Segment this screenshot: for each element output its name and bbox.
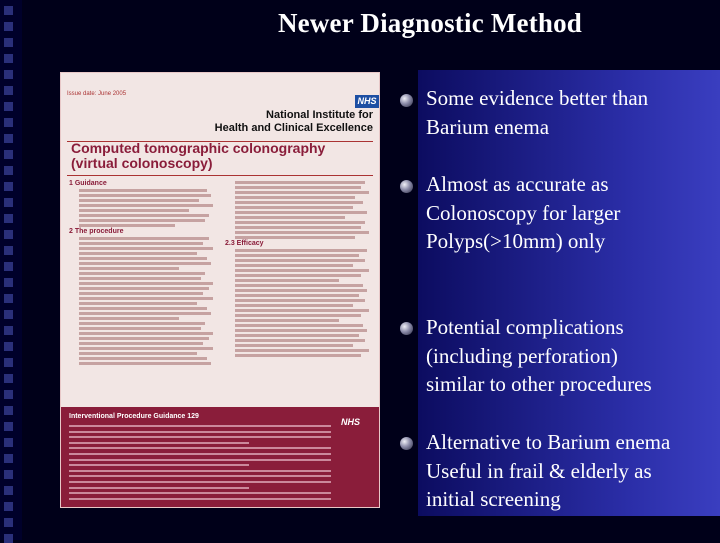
strip-square: [4, 486, 13, 495]
bullet-item-1: [426, 84, 720, 141]
footer-text-line: [69, 475, 331, 477]
document-text-line: [235, 309, 369, 312]
document-text-line: [235, 304, 353, 307]
strip-square: [4, 86, 13, 95]
document-issue-date: Issue date: June 2005: [67, 91, 127, 97]
document-text-line: [235, 236, 355, 239]
document-left-column: [69, 179, 219, 411]
section-heading-efficacy: 2.3 Efficacy: [225, 240, 264, 247]
document-text-line: [79, 189, 207, 192]
document-text-line: [235, 339, 365, 342]
strip-square: [4, 406, 13, 415]
nice-guidance-document-image: [60, 72, 380, 508]
document-text-line: [235, 226, 361, 229]
bullet-sphere-icon: [400, 180, 413, 193]
strip-square: [4, 342, 13, 351]
document-text-line: [79, 327, 201, 330]
document-text-line: [79, 242, 203, 245]
document-text-line: [79, 292, 203, 295]
document-text-line: [79, 312, 211, 315]
document-right-column: [225, 179, 371, 411]
strip-square: [4, 518, 13, 527]
bullet-sphere-icon: [400, 94, 413, 107]
strip-square: [4, 246, 13, 255]
footer-text-line: [69, 436, 331, 438]
footer-title: Interventional Procedure Guidance 129: [69, 413, 199, 420]
document-text-line: [235, 254, 359, 257]
bullet-line: Useful in frail & elderly as: [426, 458, 652, 483]
bullet-line: initial screening: [426, 487, 561, 511]
document-title-line-2: (virtual colonoscopy): [71, 155, 213, 171]
document-text-line: [79, 322, 205, 325]
document-text-line: [235, 249, 367, 252]
document-text-line: [79, 362, 211, 365]
strip-square: [4, 358, 13, 367]
document-text-line: [235, 186, 361, 189]
document-text-line: [79, 277, 201, 280]
footer-text-line: [69, 498, 331, 500]
bullet-item-4: [426, 428, 720, 514]
strip-square: [4, 38, 13, 47]
bullet-sphere-icon: [400, 437, 413, 450]
section-heading-procedure: 2 The procedure: [69, 228, 124, 235]
footer-text-line: [69, 447, 331, 449]
strip-square: [4, 278, 13, 287]
bullet-line: Potential complications: [426, 315, 624, 339]
document-text-line: [235, 274, 361, 277]
nhs-logo: NHS: [355, 95, 379, 108]
strip-square: [4, 262, 13, 271]
slide-title: Newer Diagnostic Method: [277, 8, 583, 38]
document-text-line: [79, 247, 213, 250]
document-text-line: [235, 344, 353, 347]
document-text-line: [235, 201, 363, 204]
document-text-line: [235, 264, 353, 267]
strip-square: [4, 454, 13, 463]
footer-text-line: [69, 431, 331, 433]
document-text-line: [235, 181, 365, 184]
organisation-line-2: Health and Clinical Excellence: [214, 122, 373, 134]
document-text-line: [235, 354, 361, 357]
document-text-line: [79, 272, 205, 275]
bullet-line: Barium enema: [426, 114, 550, 139]
document-text-line: [79, 332, 213, 335]
document-text-line: [79, 219, 205, 222]
strip-square: [4, 294, 13, 303]
section-heading-guidance: 1 Guidance: [69, 180, 107, 187]
strip-square: [4, 102, 13, 111]
footer-text-line: [69, 492, 331, 494]
strip-square: [4, 182, 13, 191]
strip-square: [4, 374, 13, 383]
document-text-line: [79, 199, 199, 202]
document-text-line: [235, 279, 339, 282]
document-text-line: [79, 262, 211, 265]
document-text-line: [79, 257, 207, 260]
document-text-line: [235, 324, 363, 327]
footer-nhs-logo: NHS: [341, 417, 361, 427]
footer-text-line: [69, 442, 249, 444]
document-text-line: [235, 289, 367, 292]
document-text-line: [235, 191, 369, 194]
document-text-line: [79, 302, 197, 305]
strip-square: [4, 390, 13, 399]
bullet-line: Polyps(>10mm) only: [426, 229, 606, 253]
document-text-line: [235, 221, 365, 224]
document-text-line: [235, 231, 369, 234]
document-text-line: [79, 357, 207, 360]
strip-square: [4, 198, 13, 207]
strip-square: [4, 54, 13, 63]
bullet-item-2: [426, 170, 720, 256]
strip-square: [4, 118, 13, 127]
footer-text-line: [69, 459, 331, 461]
strip-square: [4, 502, 13, 511]
document-text-line: [79, 237, 209, 240]
bullet-item-3: [426, 313, 720, 399]
document-text-line: [79, 224, 175, 227]
organisation-line-1: National Institute for: [266, 109, 373, 121]
bullet-sphere-icon: [400, 322, 413, 335]
document-text-line: [235, 206, 353, 209]
document-text-line: [79, 347, 213, 350]
document-text-line: [79, 209, 189, 212]
divider: [67, 175, 373, 176]
document-text-line: [235, 334, 359, 337]
document-title-line-1: Computed tomographic colonography: [71, 140, 326, 156]
document-text-line: [79, 204, 213, 207]
document-organisation: [211, 109, 373, 135]
document-text-line: [79, 194, 211, 197]
document-text-line: [235, 349, 369, 352]
document-text-line: [235, 284, 363, 287]
footer-text-line: [69, 481, 331, 483]
document-title: [71, 141, 371, 171]
footer-text-line: [69, 470, 331, 472]
strip-square: [4, 422, 13, 431]
document-text-line: [235, 299, 365, 302]
strip-square: [4, 438, 13, 447]
document-text-line: [79, 282, 213, 285]
left-decorative-strip: [0, 0, 22, 540]
strip-square: [4, 534, 13, 543]
footer-text-line: [69, 487, 249, 489]
strip-square: [4, 134, 13, 143]
document-text-line: [79, 352, 197, 355]
document-text-line: [235, 314, 361, 317]
strip-square: [4, 166, 13, 175]
strip-square: [4, 470, 13, 479]
strip-square: [4, 310, 13, 319]
bullet-line: similar to other procedures: [426, 372, 652, 396]
document-footer: [61, 407, 379, 507]
document-text-line: [79, 267, 179, 270]
document-text-line: [79, 307, 207, 310]
strip-square: [4, 70, 13, 79]
document-text-line: [235, 196, 355, 199]
document-text-line: [235, 269, 369, 272]
document-text-line: [79, 287, 209, 290]
bullet-line: (including perforation): [426, 343, 618, 368]
document-text-line: [235, 259, 365, 262]
bullet-line: Colonoscopy for larger: [426, 200, 621, 225]
document-text-line: [235, 294, 359, 297]
document-text-line: [79, 337, 209, 340]
document-text-line: [79, 317, 179, 320]
bullet-line: Alternative to Barium enema: [426, 430, 671, 454]
document-text-line: [79, 297, 213, 300]
footer-text-line: [69, 464, 249, 466]
strip-square: [4, 214, 13, 223]
strip-square: [4, 326, 13, 335]
footer-text-line: [69, 425, 331, 427]
strip-square: [4, 150, 13, 159]
bullet-line: Some evidence better than: [426, 86, 649, 110]
document-text-line: [235, 216, 345, 219]
strip-square: [4, 230, 13, 239]
document-text-line: [235, 319, 339, 322]
footer-text-line: [69, 453, 331, 455]
document-text-line: [79, 342, 203, 345]
bullet-line: Almost as accurate as: [426, 172, 609, 196]
document-text-line: [79, 252, 197, 255]
document-text-line: [235, 329, 367, 332]
document-text-line: [79, 214, 209, 217]
document-text-line: [235, 211, 367, 214]
